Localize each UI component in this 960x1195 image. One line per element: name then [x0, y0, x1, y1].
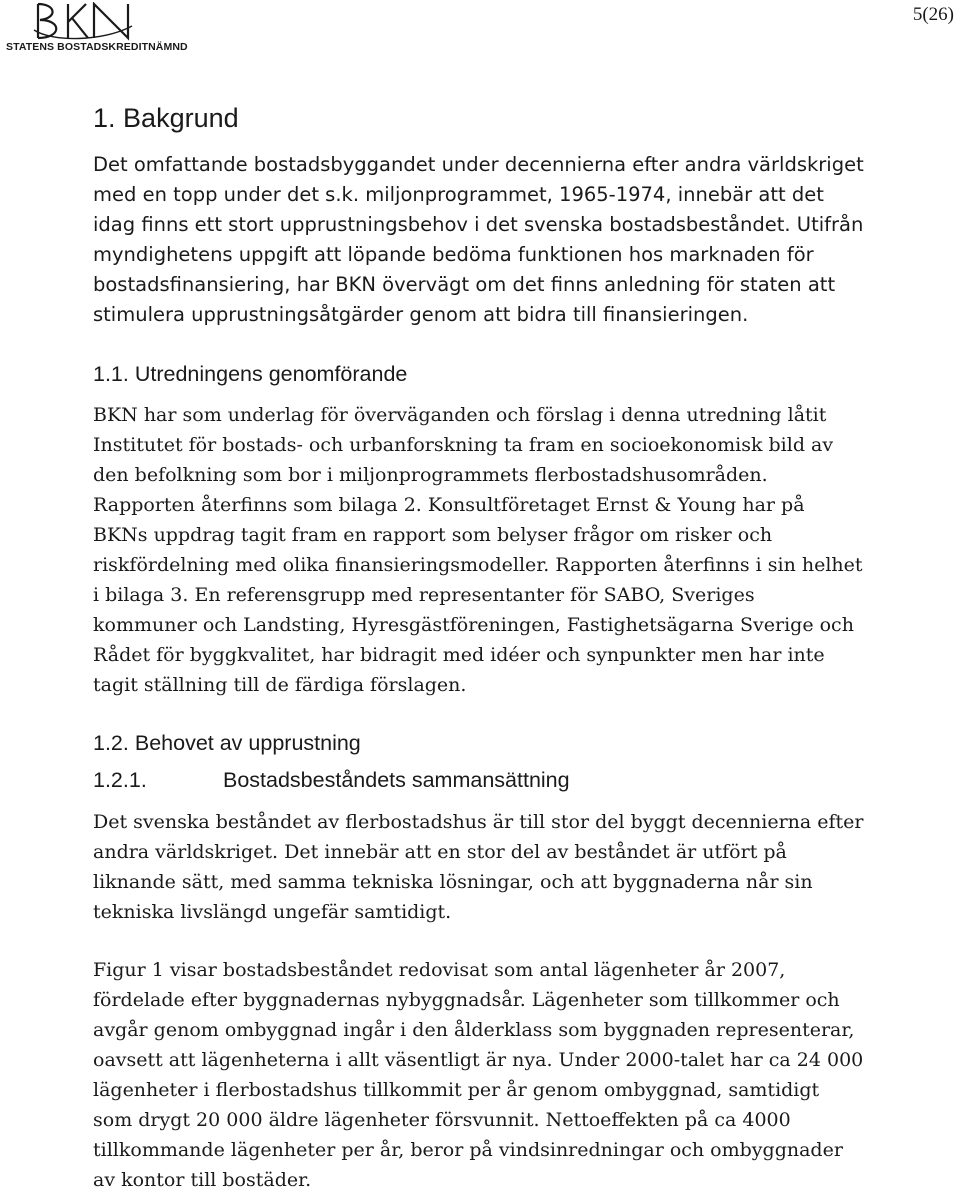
text-line: myndighetens uppgift att löpande bedöma funktionen hos marknaden för: [93, 243, 814, 266]
bkn-logo: [6, 2, 188, 54]
text-line: Institutet för bostads- och urbanforskning ta fram en socioekonomisk bild av: [93, 434, 834, 456]
text-line: Rådet för byggkvalitet, har bidragit med idéer och synpunkter men har inte: [93, 644, 825, 666]
section-heading-1-1: [93, 362, 407, 387]
paragraph-bestandets-sammansattning: [93, 807, 955, 927]
text-line: oavsett att lägenheterna i allt väsentligt är nya. Under 2000-talet har ca 24 000: [93, 1049, 864, 1071]
bkn-logo-mark: [32, 2, 136, 42]
section-title: Bakgrund: [123, 103, 239, 133]
paragraph-utredningens-genomforande: [93, 400, 955, 700]
text-line: riskfördelning med olika finansieringsmodeller. Rapporten återfinns i sin helhet: [93, 554, 863, 576]
paragraph-bakgrund: [93, 150, 955, 330]
logo-text: STATENS BOSTADSKREDITNÄMND: [6, 41, 188, 53]
section-title: Behovet av upprustning: [134, 731, 361, 755]
text-line: av kontor till bostäder.: [93, 1169, 312, 1191]
section-heading-1-2: [93, 731, 361, 756]
text-line: Det omfattande bostadsbyggandet under decennierna efter andra världskriget: [93, 153, 864, 176]
section-number: 1.1.: [93, 362, 129, 386]
text-line: avgår genom ombyggnad ingår i den ålderklass som byggnaden representerar,: [93, 1019, 855, 1041]
text-line: tekniska livslängd ungefär samtidigt.: [93, 901, 452, 923]
section-number: 1.2.: [93, 731, 129, 755]
section-heading-1: [93, 103, 239, 134]
paragraph-figur-1: [93, 955, 955, 1195]
text-line: bostadsfinansiering, har BKN övervägt om det finns anledning för staten att: [93, 273, 836, 296]
text-line: tagit ställning till de färdiga förslagen.: [93, 674, 467, 696]
text-line: BKNs uppdrag tagit fram en rapport som belyser frågor om risker och: [93, 524, 773, 546]
text-line: kommuner och Landsting, Hyresgästföreningen, Fastighetsägarna Sverige och: [93, 614, 854, 636]
text-line: i bilaga 3. En referensgrupp med representanter för SABO, Sveriges: [93, 584, 755, 606]
text-line: lägenheter i flerbostadshus tillkommit per år genom ombyggnad, samtidigt: [93, 1079, 820, 1101]
section-number: 1.2.1.: [93, 768, 147, 792]
page-number: 5(26): [912, 4, 954, 25]
text-line: Rapporten återfinns som bilaga 2. Konsultföretaget Ernst & Young har på: [93, 494, 805, 516]
text-line: Figur 1 visar bostadsbeståndet redovisat som antal lägenheter år 2007,: [93, 959, 786, 981]
section-number: 1.: [93, 103, 116, 133]
text-line: som drygt 20 000 äldre lägenheter försvunnit. Nettoeffekten på ca 4000: [93, 1109, 791, 1131]
text-line: den befolkning som bor i miljonprogrammets flerbostadshusområden.: [93, 464, 768, 486]
text-line: idag finns ett stort upprustningsbehov i det svenska bostadsbeståndet. Utifrån: [93, 213, 864, 236]
text-line: med en topp under det s.k. miljonprogrammet, 1965-1974, innebär att det: [93, 183, 824, 206]
section-heading-1-2-1: [93, 768, 570, 793]
section-title: Bostadsbeståndets sammansättning: [223, 768, 570, 792]
text-line: andra världskriget. Det innebär att en stor del av beståndet är utfört på: [93, 841, 787, 863]
text-line: BKN har som underlag för överväganden och förslag i denna utredning låtit: [93, 404, 827, 426]
text-line: tillkommande lägenheter per år, beror på vindsinredningar och ombyggnader: [93, 1139, 843, 1161]
text-line: fördelade efter byggnadernas nybyggnadsår. Lägenheter som tillkommer och: [93, 989, 840, 1011]
text-line: Det svenska beståndet av flerbostadshus är till stor del byggt decennierna efter: [93, 811, 864, 833]
section-title: Utredningens genomförande: [134, 362, 408, 386]
text-line: stimulera upprustningsåtgärder genom att bidra till finansieringen.: [93, 303, 749, 326]
text-line: liknande sätt, med samma tekniska lösningar, och att byggnaderna når sin: [93, 871, 813, 893]
